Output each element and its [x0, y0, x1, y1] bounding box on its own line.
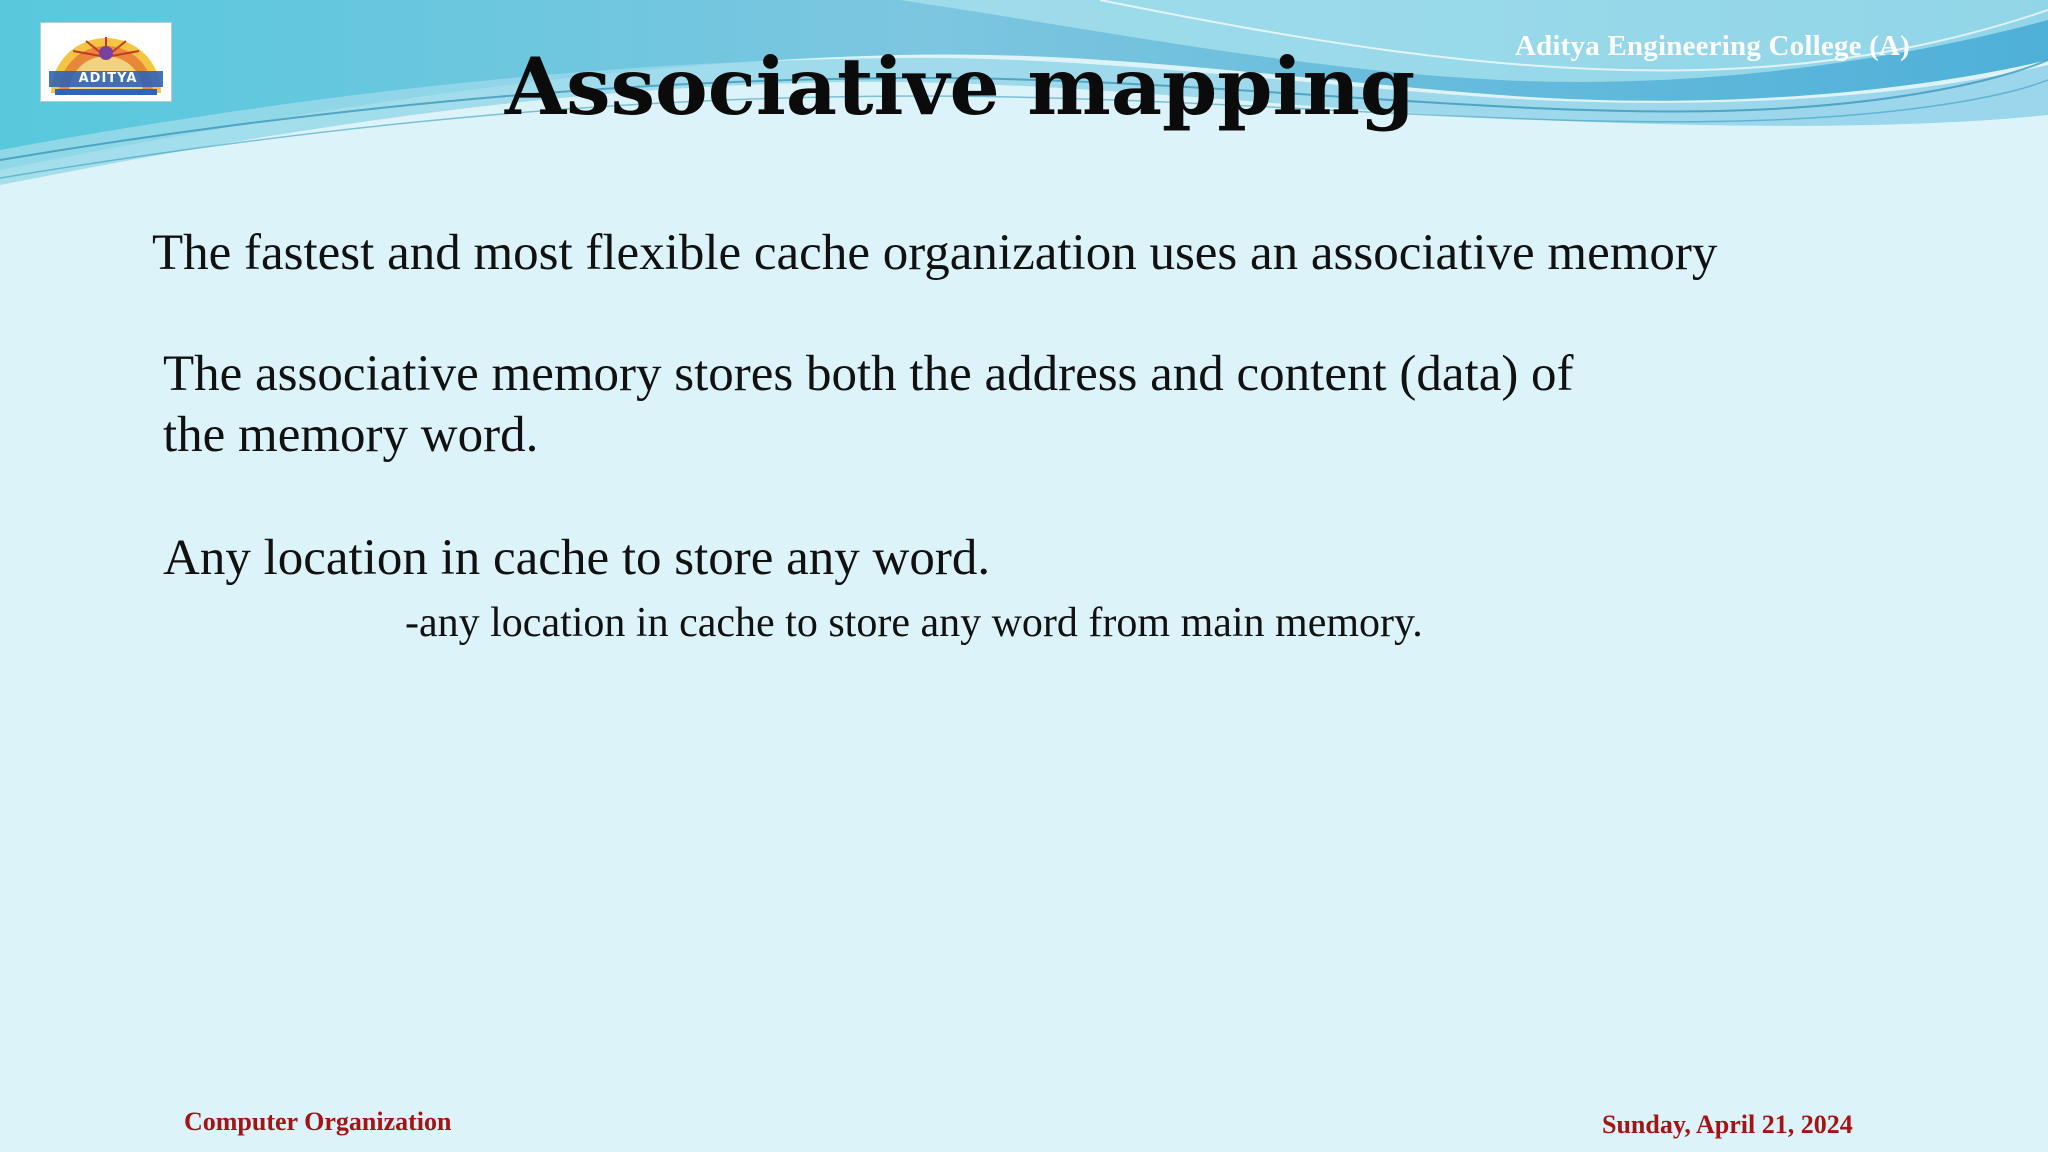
college-logo-icon — [41, 23, 171, 101]
paragraph-3: Any location in cache to store any word. — [163, 530, 991, 586]
paragraph-1: The fastest and most flexible cache organization uses an associative memory — [152, 225, 1718, 281]
paragraph-2 — [163, 344, 1574, 466]
logo-wordmark: ADITYA — [78, 71, 138, 86]
footer-course-name: Computer Organization — [184, 1107, 452, 1136]
paragraph-2-line-1: The associative memory stores both the address and content (data) of — [163, 346, 1574, 402]
slide-title: Associative mapping — [504, 40, 1416, 133]
footer-date: Sunday, April 21, 2024 — [1602, 1110, 1853, 1139]
paragraph-4-sub-point: -any location in cache to store any word from main memory. — [405, 600, 1423, 646]
paragraph-2-line-2: the memory word. — [163, 407, 539, 463]
college-name: Aditya Engineering College (A) — [1514, 30, 1910, 62]
college-logo — [40, 22, 172, 102]
